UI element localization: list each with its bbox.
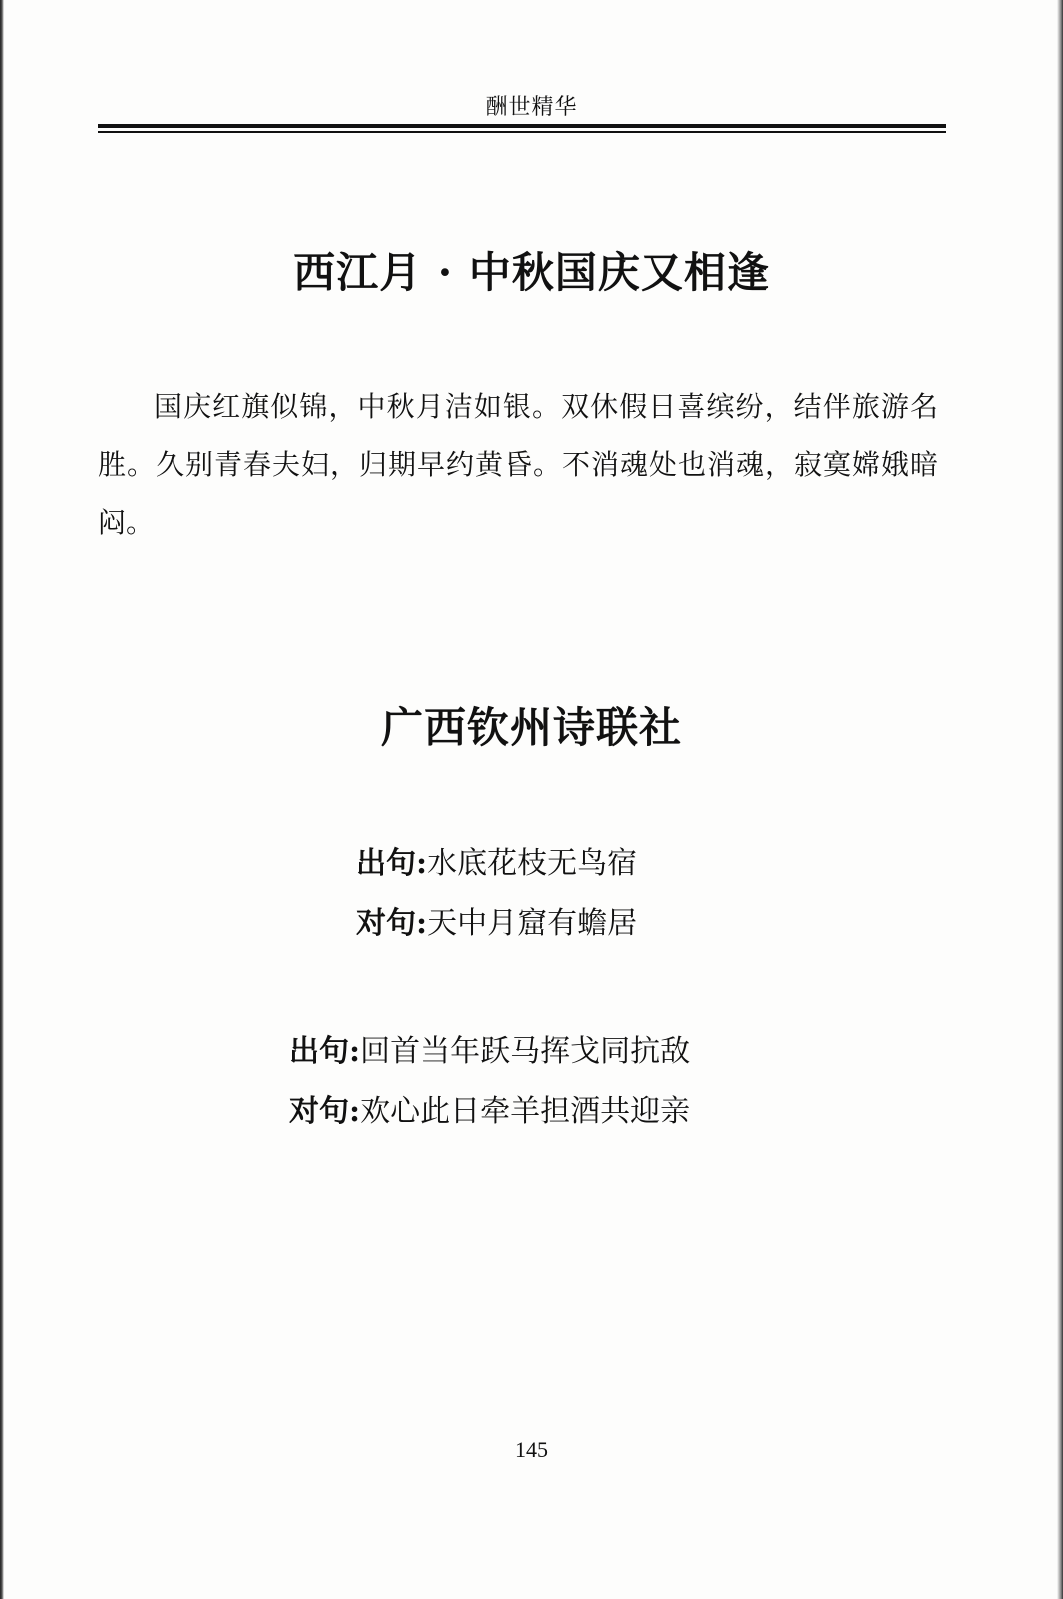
couplet-out-line (356, 838, 637, 882)
couplet-pair-line (356, 898, 637, 942)
section-title: 广西钦州诗联社 (380, 703, 682, 752)
couplet-text: 回首当年跃马挥戈同抗敌 (360, 1034, 691, 1069)
header-rule-thin (98, 131, 946, 133)
couplet-pair-line (289, 1086, 690, 1130)
running-head: 酬世精华 (485, 95, 578, 120)
couplet-label: 对句: (289, 1094, 361, 1129)
header-rule-thick (98, 124, 946, 128)
couplet-text: 水底花枝无鸟宿 (427, 846, 638, 881)
couplet-label: 出句: (356, 846, 428, 881)
couplet-label: 出句: (289, 1034, 361, 1069)
poem-body: 国庆红旗似锦，中秋月洁如银。双休假日喜缤纷，结伴旅游名胜。久别青春夫妇，归期早约黄昏。不消魂处也消魂，寂寞嫦娥暗闷。 (98, 390, 938, 539)
section-title: 西江月 · 中秋国庆又相逢 (293, 248, 770, 297)
couplet-out-line (289, 1026, 690, 1070)
couplet-label: 对句: (356, 906, 428, 941)
couplet-text: 天中月窟有蟾居 (427, 906, 638, 941)
couplet-text: 欢心此日牵羊担酒共迎亲 (360, 1094, 691, 1129)
page-number: 145 (515, 1437, 548, 1462)
